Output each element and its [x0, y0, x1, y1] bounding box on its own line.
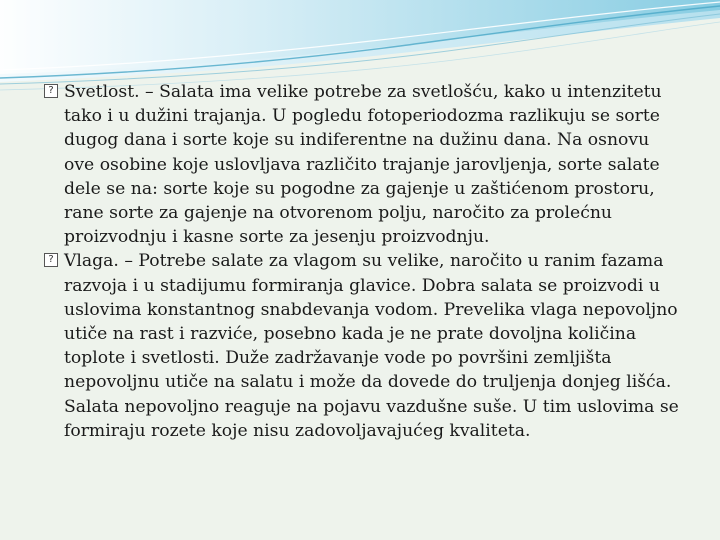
paragraph-moisture	[44, 249, 684, 443]
paragraph-light	[44, 80, 684, 249]
body-text	[44, 80, 684, 443]
missing-glyph-box-icon: ?	[44, 253, 58, 267]
paragraph-light-text: Svetlost. – Salata ima velike potrebe za svetlošću, kako u intenzitetu tako i u dužini trajanja. U pogledu fotoperiodozma razlikuju se sorte dugog dana i sorte koje su indiferentne na dužinu dana. Na osnovu ove osobine koje uslovljava različito trajanje jarovljenja, sorte salate dele se na: sorte koje su pogodne za gajenje u zaštićenom prostoru, rane sorte za gajenje na otvorenom polju, naročito za prolećnu proizvodnju i kasne sorte za jesenju proizvodnju.	[64, 82, 662, 248]
paragraph-moisture-text: Vlaga. – Potrebe salate za vlagom su velike, naročito u ranim fazama razvoja i u stadijumu formiranja glavice. Dobra salata se proizvodi u uslovima konstantnog snabdevanja vodom. Prevelika vlaga nepovoljno utiče na rast i razviće, posebno kada je ne prate dovoljna količina toplote i svetlosti. Duže zadržavanje vode po površini zemljišta nepovoljnu utiče na salatu i može da dovede do truljenja donjeg lišća. Salata nepovoljno reaguje na pojavu vazdušne suše. U tim uslovima se formiraju rozete koje nisu zadovoljavajućeg kvaliteta.	[64, 251, 679, 441]
missing-glyph-box-icon: ?	[44, 84, 58, 98]
